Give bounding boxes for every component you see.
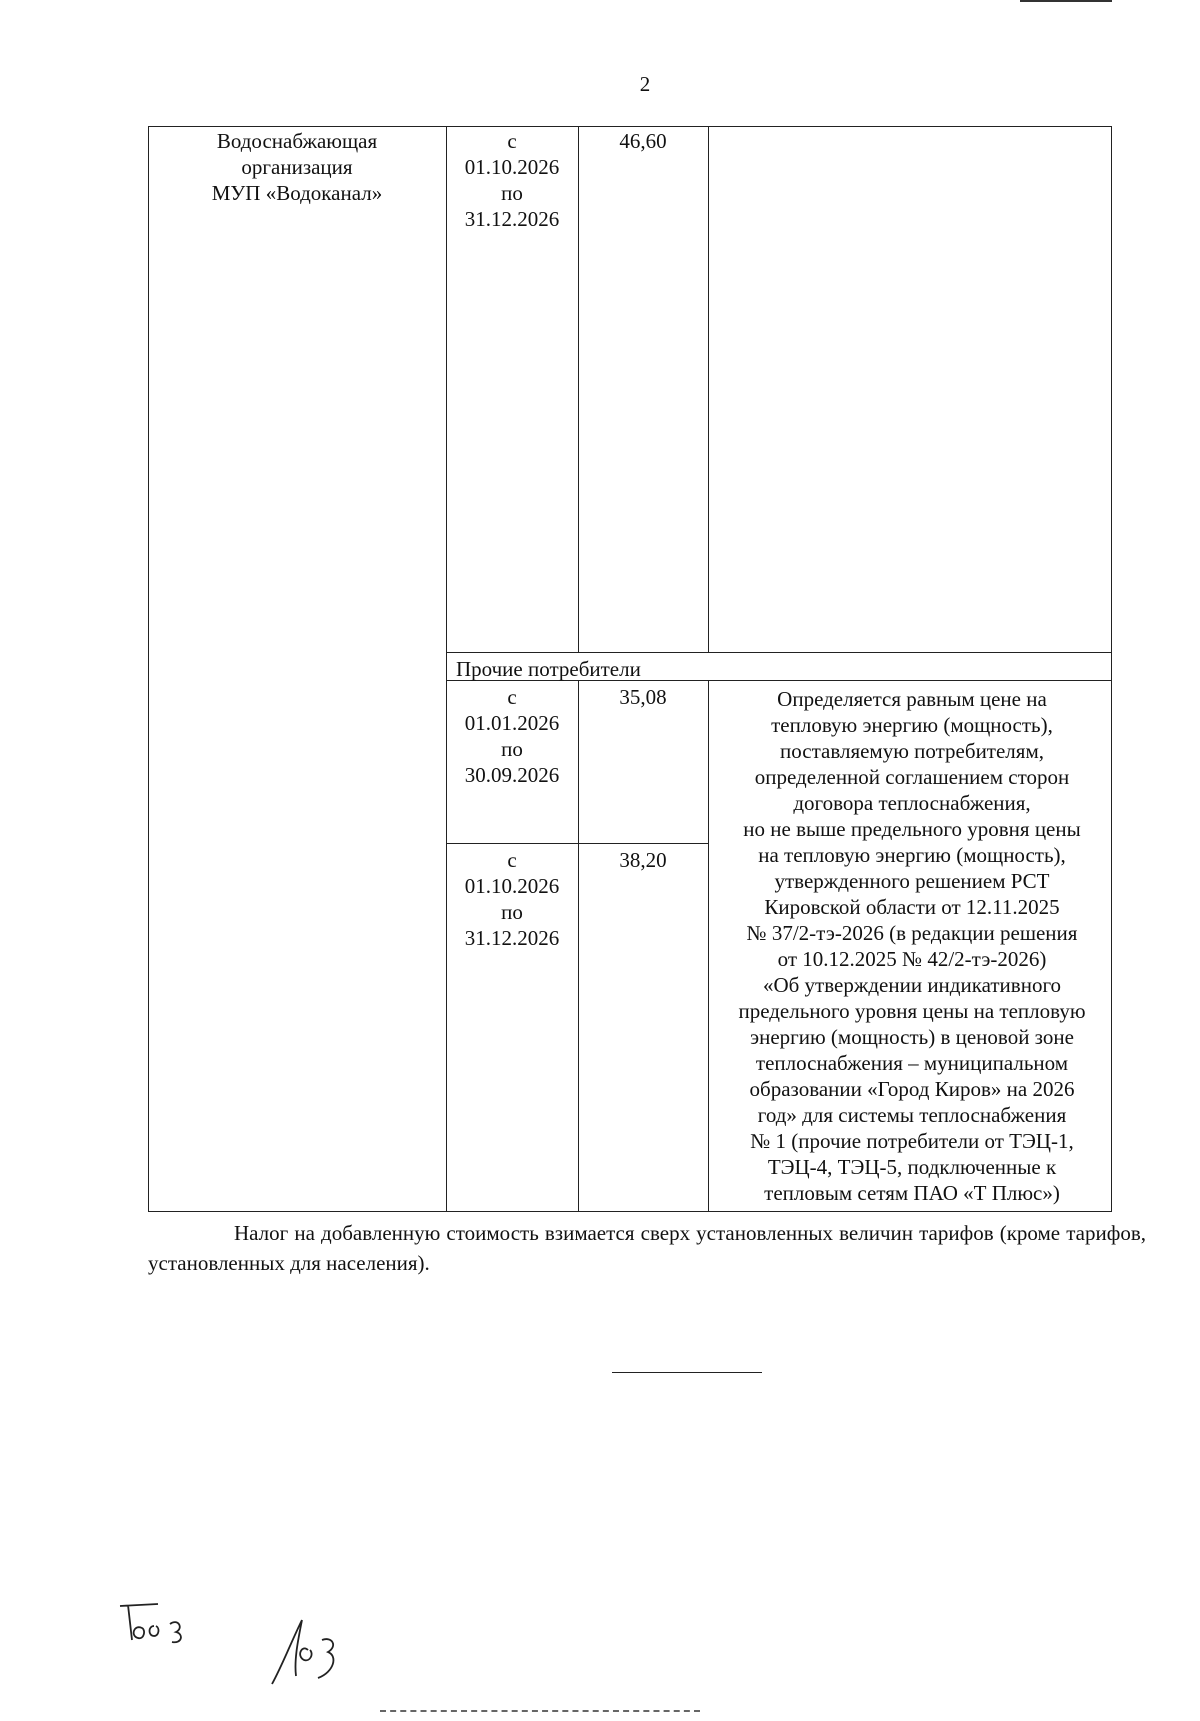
tariff-value: 35,08 xyxy=(619,685,667,709)
end-rule xyxy=(612,1372,762,1373)
period-line: 31.12.2026 xyxy=(464,207,560,231)
period-line: с xyxy=(507,685,517,709)
note-cell xyxy=(712,686,1112,1206)
note-line: ТЭЦ-4, ТЭЦ-5, подключенные к xyxy=(767,1155,1057,1179)
period-line: 01.10.2026 xyxy=(464,155,560,179)
section-label: Прочие потребители xyxy=(456,657,641,681)
note-line: от 10.12.2025 № 42/2-тэ-2026) xyxy=(777,947,1047,971)
page-top-rule xyxy=(1020,0,1112,2)
period-line: 30.09.2026 xyxy=(464,763,560,787)
note-line: поставляемую потребителям, xyxy=(780,739,1044,763)
note-line: № 1 (прочие потребители от ТЭЦ-1, xyxy=(750,1129,1074,1153)
table-vline-3 xyxy=(708,126,709,653)
note-line: на тепловую энергию (мощность), xyxy=(758,843,1066,867)
period-cell xyxy=(448,847,576,951)
note-line: Определяется равным цене на xyxy=(777,687,1047,711)
table-hline-row-split xyxy=(446,843,708,844)
organization-line: организация xyxy=(241,155,353,179)
period-cell xyxy=(448,128,576,232)
table-vline-2 xyxy=(578,126,579,653)
period-line: с xyxy=(507,129,517,153)
note-line: № 37/2-тэ-2026 (в редакции решения xyxy=(746,921,1078,945)
note-line: Кировской области от 12.11.2025 xyxy=(764,895,1060,919)
period-line: по xyxy=(501,181,523,205)
note-line: но не выше предельного уровня цены xyxy=(743,817,1081,841)
table-vline-1 xyxy=(446,126,447,1212)
note-line: определенной соглашением сторон xyxy=(754,765,1070,789)
note-line: утвержденного решением РСТ xyxy=(774,869,1050,893)
tariff-value: 46,60 xyxy=(619,129,667,153)
table-vline-2b xyxy=(578,680,579,1212)
signature-2 xyxy=(268,1610,368,1690)
tariff-value: 38,20 xyxy=(619,848,667,872)
table-hline-section-top xyxy=(446,652,1112,653)
note-line: год» для системы теплоснабжения xyxy=(757,1103,1067,1127)
period-line: 01.01.2026 xyxy=(464,711,560,735)
organization-line: МУП «Водоканал» xyxy=(211,181,383,205)
table-vline-3b xyxy=(708,680,709,1212)
period-line: по xyxy=(501,900,523,924)
note-line: предельного уровня цены на тепловую xyxy=(738,999,1086,1023)
period-line: с xyxy=(507,848,517,872)
note-line: договора теплоснабжения, xyxy=(793,791,1031,815)
note-line: «Об утверждении индикативного xyxy=(762,973,1062,997)
vat-footnote: Налог на добавленную стоимость взимается сверх установленных величин тарифов (кроме тарифов, установленных для населения). xyxy=(148,1221,1146,1275)
organization-line: Водоснабжающая xyxy=(216,129,378,153)
note-line: теплоснабжения – муниципальном xyxy=(755,1051,1069,1075)
signature-1 xyxy=(118,1600,228,1650)
note-line: тепловую энергию (мощность), xyxy=(771,713,1053,737)
page-number: 2 xyxy=(639,72,651,96)
note-line: тепловым сетям ПАО «Т Плюс») xyxy=(764,1181,1060,1205)
note-line: энергию (мощность) в ценовой зоне xyxy=(750,1025,1074,1049)
period-line: 01.10.2026 xyxy=(464,874,560,898)
note-line: образовании «Город Киров» на 2026 xyxy=(749,1077,1075,1101)
period-cell xyxy=(448,684,576,788)
bottom-rule xyxy=(380,1710,700,1712)
period-line: 31.12.2026 xyxy=(464,926,560,950)
organization-cell xyxy=(148,128,446,206)
period-line: по xyxy=(501,737,523,761)
